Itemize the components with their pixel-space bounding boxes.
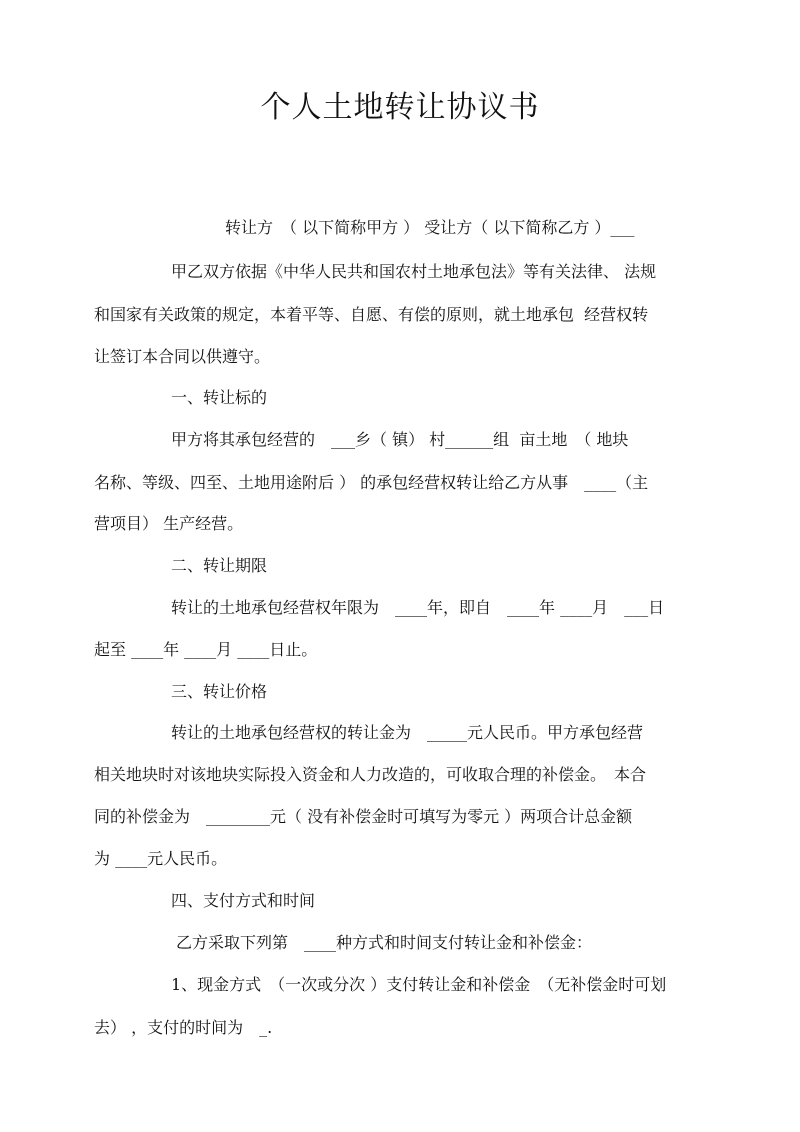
section-heading: 三、转让价格	[171, 682, 268, 701]
paragraph-line: 同的补偿金为 ________元（ 没有补偿金时可填写为零元 ）两项合计总金额	[94, 807, 633, 826]
parties-line: 转让方 （ 以下简称甲方 ） 受让方（ 以下简称乙方 ）___	[225, 218, 635, 237]
paragraph-line: 为 ____元人民币。	[94, 849, 228, 868]
paragraph-line: 甲方将其承包经营的 ___乡（ 镇） 村______组 亩土地 （ 地块	[171, 430, 629, 449]
section-heading: 二、转让期限	[171, 556, 268, 575]
paragraph-line: 起至 ____年 ____月 ____日止。	[94, 640, 318, 659]
paragraph-line: 去） ，支付的时间为 _.	[94, 1018, 273, 1037]
paragraph-line: 相关地块时对该地块实际投入资金和人力改造的，可收取合理的补偿金。 本合	[94, 765, 647, 784]
paragraph-line: 乙方采取下列第 ____种方式和时间支付转让金和补偿金：	[176, 933, 593, 952]
document-title: 个人土地转让协议书	[260, 90, 540, 125]
paragraph-line: 让签订本合同以供遵守。	[94, 347, 271, 366]
paragraph-line: 转让的土地承包经营权的转让金为 _____元人民币。甲方承包经营	[171, 723, 644, 742]
paragraph-line: 和国家有关政策的规定，本着平等、自愿、有偿的原则，就土地承包 经营权转	[94, 305, 649, 324]
section-heading: 四、支付方式和时间	[171, 891, 316, 910]
paragraph-line: 甲乙双方依据《中华人民共和国农村土地承包法》等有关法律、 法规	[171, 262, 657, 281]
paragraph-line: 1、现金方式 （一次或分次 ）支付转让金和补偿金 （无补偿金时可划	[171, 975, 667, 994]
paragraph-line: 转让的土地承包经营权年限为 ____年，即自 ____年 ____月 ___日	[171, 598, 665, 617]
section-heading: 一、转让标的	[171, 388, 268, 407]
paragraph-line: 名称、等级、四至、土地用途附后 ） 的承包经营权转让给乙方从事 ____（主	[94, 473, 649, 492]
paragraph-line: 营项目） 生产经营。	[94, 514, 244, 533]
